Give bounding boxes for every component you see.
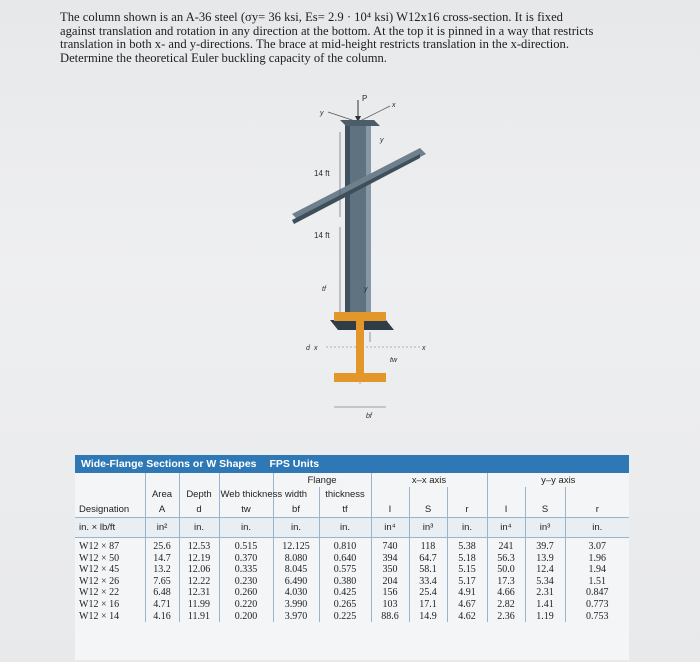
value-cell: 12.4 xyxy=(525,564,565,576)
value-cell: 0.753 xyxy=(565,611,629,623)
value-cell: 12.19 xyxy=(179,553,219,565)
value-cell: 4.030 xyxy=(273,587,319,599)
table-body xyxy=(75,538,629,623)
table-title-bar xyxy=(75,455,629,473)
value-cell: 2.31 xyxy=(525,587,565,599)
problem-line-1: The column shown is an A-36 steel (σy= 36 ksi, Es= 2.9 · 10⁴ ksi) W12x16 cross-section. It is fixed xyxy=(60,10,563,24)
value-cell: 8.080 xyxy=(273,553,319,565)
value-cell: 7.65 xyxy=(145,576,179,588)
value-cell: 8.045 xyxy=(273,564,319,576)
value-cell: 13.9 xyxy=(525,553,565,565)
value-cell: 14.9 xyxy=(409,611,447,623)
symbol-header-row xyxy=(75,501,629,518)
designation-cell: W12 × 14 xyxy=(79,610,120,622)
wide-flange-table xyxy=(75,455,629,660)
column-flange-left xyxy=(345,122,350,322)
unit-cell: in. xyxy=(219,518,273,538)
table-row xyxy=(75,553,629,565)
problem-statement xyxy=(60,11,660,65)
depth-header: Depth xyxy=(179,487,219,501)
value-cell: 11.91 xyxy=(179,611,219,623)
yy-axis-group-header: y–y axis xyxy=(487,473,629,487)
designation-cell: W12 × 87 xyxy=(79,541,120,552)
load-label: P xyxy=(362,94,368,103)
value-cell: 1.41 xyxy=(525,599,565,611)
value-cell: 6.490 xyxy=(273,576,319,588)
problem-line-4: Determine the theoretical Euler buckling capacity of the column. xyxy=(60,50,387,65)
value-cell: 4.91 xyxy=(447,587,487,599)
value-cell: 0.335 xyxy=(219,564,273,576)
unit-cell: in⁴ xyxy=(487,518,525,538)
value-cell: 13.2 xyxy=(145,564,179,576)
value-cell: 204 xyxy=(371,576,409,588)
value-cell: 0.225 xyxy=(319,611,371,623)
value-cell: 5.38 xyxy=(447,538,487,553)
unit-cell: in. xyxy=(447,518,487,538)
problem-line-3: translation in both x- and y-directions. The brace at mid-height restricts translation in the x-direction. xyxy=(60,37,569,52)
value-cell: 740 xyxy=(371,538,409,553)
value-cell: 12.06 xyxy=(179,564,219,576)
top-cap xyxy=(340,120,380,126)
value-cell: 0.425 xyxy=(319,587,371,599)
designation-cell: W12 × 22 xyxy=(79,587,120,599)
value-cell: 2.82 xyxy=(487,599,525,611)
section-web xyxy=(356,321,364,373)
value-cell: 0.260 xyxy=(219,587,273,599)
table-units: FPS Units xyxy=(269,458,320,470)
web-symbol: tw xyxy=(219,501,273,518)
section-tf-label: tf xyxy=(322,286,326,293)
designation-cell: W12 × 45 xyxy=(79,564,120,576)
table-row xyxy=(75,564,629,576)
value-cell: 0.200 xyxy=(219,611,273,623)
value-cell: 4.62 xyxy=(447,611,487,623)
value-cell: 1.19 xyxy=(525,611,565,623)
value-cell: 4.66 xyxy=(487,587,525,599)
unit-cell: in³ xyxy=(525,518,565,538)
value-cell: 25.6 xyxy=(145,538,179,553)
value-cell: 12.22 xyxy=(179,576,219,588)
value-cell: 3.970 xyxy=(273,611,319,623)
value-cell: 3.07 xyxy=(565,538,629,553)
value-cell: 0.220 xyxy=(219,599,273,611)
value-cell: 0.575 xyxy=(319,564,371,576)
value-cell: 64.7 xyxy=(409,553,447,565)
value-cell: 39.7 xyxy=(525,538,565,553)
column-figure xyxy=(270,92,450,422)
value-cell: 56.3 xyxy=(487,553,525,565)
upper-length-label: 14 ft xyxy=(314,169,330,178)
value-cell: 5.17 xyxy=(447,576,487,588)
lower-length-label: 14 ft xyxy=(314,231,330,240)
unit-cell: in. xyxy=(179,518,219,538)
unit-cell: in⁴ xyxy=(371,518,409,538)
iy-header: I xyxy=(487,501,525,518)
value-cell: 0.380 xyxy=(319,576,371,588)
table-row xyxy=(75,611,629,623)
units-row xyxy=(75,518,629,538)
thickness-header: thickness xyxy=(319,487,371,501)
xx-axis-group-header: x–x axis xyxy=(371,473,487,487)
x-axis-top xyxy=(358,106,390,122)
value-cell: 4.71 xyxy=(145,599,179,611)
value-cell: 5.18 xyxy=(447,553,487,565)
unit-cell: in. × lb/ft xyxy=(75,518,145,538)
value-cell: 33.4 xyxy=(409,576,447,588)
value-cell: 3.990 xyxy=(273,599,319,611)
section-tw-label: tw xyxy=(390,357,397,364)
value-cell: 118 xyxy=(409,538,447,553)
sx-header: S xyxy=(409,501,447,518)
width-header: width xyxy=(273,487,319,501)
table-title: Wide-Flange Sections or W Shapes xyxy=(81,458,257,470)
designation-header: Designation xyxy=(75,501,145,518)
section-y-label: y xyxy=(364,286,368,293)
value-cell: 6.48 xyxy=(145,587,179,599)
value-cell: 1.96 xyxy=(565,553,629,565)
y-axis-label-top: y xyxy=(320,110,324,117)
designation-cell: W12 × 16 xyxy=(79,598,120,610)
value-cell: 241 xyxy=(487,538,525,553)
value-cell: 1.94 xyxy=(565,564,629,576)
unit-cell: in. xyxy=(273,518,319,538)
area-symbol: A xyxy=(145,501,179,518)
section-x-label-left: x xyxy=(314,345,318,352)
problem-line-2: against translation and rotation in any direction at the bottom. At the top it is pinned in a way that restricts xyxy=(60,23,594,38)
y-axis-label-brace: y xyxy=(380,137,384,144)
unit-cell: in³ xyxy=(409,518,447,538)
value-cell: 17.3 xyxy=(487,576,525,588)
value-cell: 12.53 xyxy=(179,538,219,553)
x-axis-label-top: x xyxy=(392,102,396,109)
unit-cell: in. xyxy=(319,518,371,538)
section-top-flange xyxy=(334,312,386,321)
value-cell: 1.51 xyxy=(565,576,629,588)
value-cell: 0.370 xyxy=(219,553,273,565)
rx-header: r xyxy=(447,501,487,518)
area-header: Area xyxy=(145,487,179,501)
section-bottom-flange xyxy=(334,373,386,382)
value-cell: 12.31 xyxy=(179,587,219,599)
group-header-row xyxy=(75,473,629,487)
web-header: Web thickness xyxy=(220,488,283,500)
value-cell: 156 xyxy=(371,587,409,599)
column-diagram xyxy=(270,92,450,422)
table-row xyxy=(75,538,629,553)
depth-symbol: d xyxy=(179,501,219,518)
value-cell: 0.265 xyxy=(319,599,371,611)
value-cell: 25.4 xyxy=(409,587,447,599)
value-cell: 5.34 xyxy=(525,576,565,588)
value-cell: 14.7 xyxy=(145,553,179,565)
value-cell: 5.15 xyxy=(447,564,487,576)
value-cell: 0.847 xyxy=(565,587,629,599)
ix-header: I xyxy=(371,501,409,518)
ry-header: r xyxy=(565,501,629,518)
value-cell: 88.6 xyxy=(371,611,409,623)
unit-cell: in² xyxy=(145,518,179,538)
properties-table xyxy=(75,473,629,622)
value-cell: 50.0 xyxy=(487,564,525,576)
unit-cell: in. xyxy=(565,518,629,538)
sy-header: S xyxy=(525,501,565,518)
value-cell: 350 xyxy=(371,564,409,576)
value-cell: 0.230 xyxy=(219,576,273,588)
thickness-symbol: tf xyxy=(319,501,371,518)
value-cell: 0.773 xyxy=(565,599,629,611)
table-row xyxy=(75,587,629,599)
value-cell: 2.36 xyxy=(487,611,525,623)
table-row xyxy=(75,599,629,611)
width-symbol: bf xyxy=(273,501,319,518)
value-cell: 0.640 xyxy=(319,553,371,565)
sub-header-row xyxy=(75,487,629,501)
value-cell: 103 xyxy=(371,599,409,611)
designation-cell: W12 × 50 xyxy=(79,552,120,564)
value-cell: 11.99 xyxy=(179,599,219,611)
section-x-label: x xyxy=(422,345,426,352)
designation-cell: W12 × 26 xyxy=(79,575,120,587)
value-cell: 0.810 xyxy=(319,538,371,553)
value-cell: 12.125 xyxy=(273,538,319,553)
value-cell: 4.16 xyxy=(145,611,179,623)
value-cell: 4.67 xyxy=(447,599,487,611)
section-d-label: d xyxy=(306,345,310,352)
section-bf-label: bf xyxy=(366,413,372,420)
value-cell: 394 xyxy=(371,553,409,565)
table-row xyxy=(75,576,629,588)
value-cell: 0.515 xyxy=(219,538,273,553)
value-cell: 17.1 xyxy=(409,599,447,611)
flange-group-header: Flange xyxy=(273,473,371,487)
value-cell: 58.1 xyxy=(409,564,447,576)
